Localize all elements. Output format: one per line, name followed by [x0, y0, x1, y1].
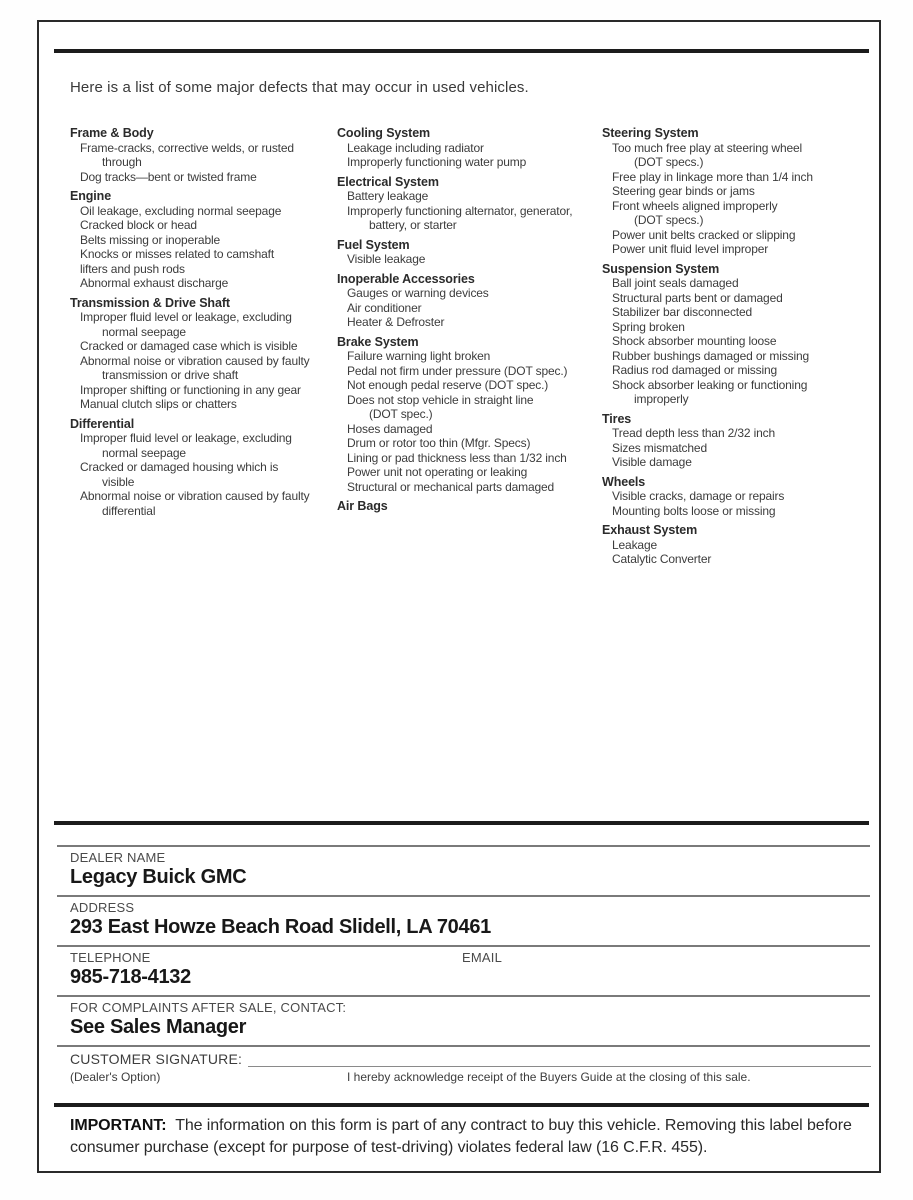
address-field [57, 895, 870, 945]
defect-item-line: improperly [634, 392, 689, 406]
defect-column-1 [70, 126, 338, 523]
email-label: EMAIL [462, 950, 503, 965]
defect-item-line: Power unit fluid level improper [612, 242, 769, 256]
defect-section [337, 335, 599, 495]
defect-item-line: Belts missing or inoperable [80, 232, 221, 247]
defect-item-line: Improper fluid level or leakage, excluding [80, 431, 292, 445]
customer-signature-line [248, 1050, 871, 1067]
defect-item-line: Failure warning light broken [347, 349, 491, 363]
defect-item-line: Frame-cracks, corrective welds, or rusted [80, 140, 294, 155]
defect-item-line: Knocks or misses related to camshaft [80, 247, 275, 261]
dealer-name-label: DEALER NAME [70, 850, 166, 865]
defect-item-line: (DOT specs.) [634, 213, 704, 227]
defect-item-line: Manual clutch slips or chatters [80, 397, 237, 411]
defect-item-line: differential [102, 503, 156, 518]
defect-item-line: Abnormal noise or vibration caused by faulty [80, 353, 310, 368]
customer-signature-section [70, 1050, 871, 1084]
defect-item-line: lifters and push rods [80, 261, 185, 276]
defect-item-line: Tread depth less than 2/32 inch [612, 426, 776, 440]
defect-item-line: Heater & Defroster [347, 315, 445, 329]
defect-section [70, 417, 338, 519]
defect-item-line: Power unit belts cracked or slipping [612, 227, 796, 242]
important-notice [70, 1115, 855, 1159]
defect-list-intro: Here is a list of some major defects that may occur in used vehicles. [70, 79, 529, 96]
defect-item-line: Visible leakage [347, 252, 426, 266]
address-value: 293 East Howze Beach Road Slidell, LA 70461 [70, 916, 491, 938]
defect-section [602, 126, 877, 257]
defect-item-line: Cracked or damaged case which is visible [80, 339, 298, 353]
defect-item-line: normal seepage [102, 445, 186, 460]
defect-item-line: Lining or pad thickness less than 1/32 inch [347, 450, 567, 465]
defect-item-line: Shock absorber leaking or functioning [612, 377, 808, 392]
defect-section-heading: Differential [70, 416, 135, 431]
defect-item-line: Ball joint seals damaged [612, 276, 739, 290]
defect-item-line: Free play in linkage more than 1/4 inch [612, 169, 813, 184]
defect-section [602, 412, 877, 470]
defect-item-line: Radius rod damaged or missing [612, 363, 778, 377]
defect-item-line: Power unit not operating or leaking [347, 465, 528, 479]
defect-item-line: Battery leakage [347, 189, 429, 203]
defect-item-line: Leakage [612, 537, 657, 552]
defect-item-line: Improperly functioning alternator, generator, [347, 203, 573, 218]
defect-section [70, 296, 338, 412]
defect-section-heading: Transmission & Drive Shaft [70, 295, 230, 310]
defect-section [602, 475, 877, 519]
defect-item-line: Abnormal exhaust discharge [80, 276, 229, 290]
telephone-label: TELEPHONE [70, 950, 151, 965]
defect-item-line: Pedal not firm under pressure (DOT spec.) [347, 363, 568, 378]
defect-section [337, 499, 599, 514]
defect-item-line: Too much free play at steering wheel [612, 140, 803, 155]
defect-item-line: Steering gear binds or jams [612, 184, 755, 198]
defect-section-heading: Brake System [337, 334, 419, 349]
dealer-name-value: Legacy Buick GMC [70, 866, 247, 888]
defect-item-line: Shock absorber mounting loose [612, 334, 777, 348]
defect-section-heading: Fuel System [337, 237, 410, 252]
defect-section [70, 126, 338, 184]
defect-item-line: (DOT spec.) [369, 407, 433, 421]
defect-section-heading: Tires [602, 411, 632, 426]
defect-section [337, 272, 599, 330]
defect-item-line: Catalytic Converter [612, 552, 712, 566]
defect-item-line: (DOT specs.) [634, 155, 704, 169]
defect-section-heading: Exhaust System [602, 523, 698, 537]
defect-item-line: Gauges or warning devices [347, 286, 489, 300]
defect-item-line: Structural or mechanical parts damaged [347, 479, 555, 494]
defect-item-line: Sizes mismatched [612, 440, 707, 455]
defect-item-line: through [102, 155, 142, 169]
defect-item-line: Improperly functioning water pump [347, 155, 527, 169]
defect-item-line: Abnormal noise or vibration caused by faulty [80, 489, 310, 503]
defect-item-line: Stabilizer bar disconnected [612, 305, 753, 319]
defect-section [70, 189, 338, 291]
defect-section [602, 523, 877, 567]
important-text: The information on this form is part of any contract to buy this vehicle. Removing this label before consumer purchase (except for purpose of test-driving) violates federal law (16 C.F.R. 455). [70, 1117, 852, 1156]
acknowledgment-text: I hereby acknowledge receipt of the Buyers Guide at the closing of this sale. [347, 1070, 751, 1084]
defect-item-line: Improper fluid level or leakage, excluding [80, 310, 292, 324]
defect-item-line: Mounting bolts loose or missing [612, 503, 776, 518]
defect-section-heading: Cooling System [337, 126, 431, 140]
complaints-contact-field [57, 995, 870, 1047]
defect-item-line: Air conditioner [347, 300, 422, 315]
defect-item-line: visible [102, 474, 135, 489]
dealers-option-note: (Dealer's Option) [70, 1070, 161, 1084]
defect-section-heading: Wheels [602, 474, 646, 489]
telephone-email-field [57, 945, 870, 995]
defect-section-heading: Engine [70, 189, 112, 203]
top-divider-rule [54, 49, 869, 53]
address-label: ADDRESS [70, 900, 135, 915]
defect-section-heading: Steering System [602, 126, 699, 140]
defect-item-line: battery, or starter [369, 218, 457, 232]
defect-item-line: Cracked or damaged housing which is [80, 460, 279, 474]
defect-item-line: Oil leakage, excluding normal seepage [80, 203, 282, 218]
defect-item-line: Does not stop vehicle in straight line [347, 392, 534, 407]
buyers-guide-page [37, 20, 881, 1173]
defect-section [337, 126, 599, 170]
defect-item-line: Improper shifting or functioning in any gear [80, 382, 301, 397]
defect-section [602, 262, 877, 407]
defect-section-heading: Frame & Body [70, 126, 154, 140]
defect-item-line: Cracked block or head [80, 218, 197, 232]
defect-section-heading: Air Bags [337, 499, 388, 513]
important-label: IMPORTANT: [70, 1117, 167, 1134]
important-section-divider-rule [54, 1103, 869, 1107]
defect-item-line: Rubber bushings damaged or missing [612, 348, 810, 363]
dealer-name-field [57, 845, 870, 895]
defect-item-line: Hoses damaged [347, 421, 433, 436]
defect-section-heading: Inoperable Accessories [337, 271, 475, 286]
defect-item-line: Dog tracks—bent or twisted frame [80, 169, 257, 184]
complaints-contact-label: FOR COMPLAINTS AFTER SALE, CONTACT: [70, 1000, 347, 1015]
defect-item-line: Visible cracks, damage or repairs [612, 489, 785, 503]
dealer-section-divider-rule [54, 821, 869, 825]
defect-item-line: Leakage including radiator [347, 140, 484, 155]
defect-section [337, 175, 599, 233]
defect-item-line: Front wheels aligned improperly [612, 198, 778, 213]
defect-column-3 [602, 126, 877, 572]
defect-section-heading: Suspension System [602, 261, 720, 276]
defect-section [337, 238, 599, 267]
defect-section-heading: Electrical System [337, 174, 439, 189]
defect-item-line: Spring broken [612, 319, 685, 334]
defect-column-2 [337, 126, 599, 519]
complaints-contact-value: See Sales Manager [70, 1016, 247, 1038]
defect-item-line: transmission or drive shaft [102, 368, 239, 382]
defect-item-line: Not enough pedal reserve (DOT spec.) [347, 378, 549, 392]
dealer-info-section [57, 845, 870, 1047]
defect-item-line: Drum or rotor too thin (Mfgr. Specs) [347, 436, 531, 450]
defect-item-line: normal seepage [102, 324, 186, 339]
defect-item-line: Visible damage [612, 455, 692, 469]
telephone-value: 985-718-4132 [70, 966, 191, 988]
customer-signature-label: CUSTOMER SIGNATURE: [70, 1051, 243, 1067]
defect-item-line: Structural parts bent or damaged [612, 290, 783, 305]
